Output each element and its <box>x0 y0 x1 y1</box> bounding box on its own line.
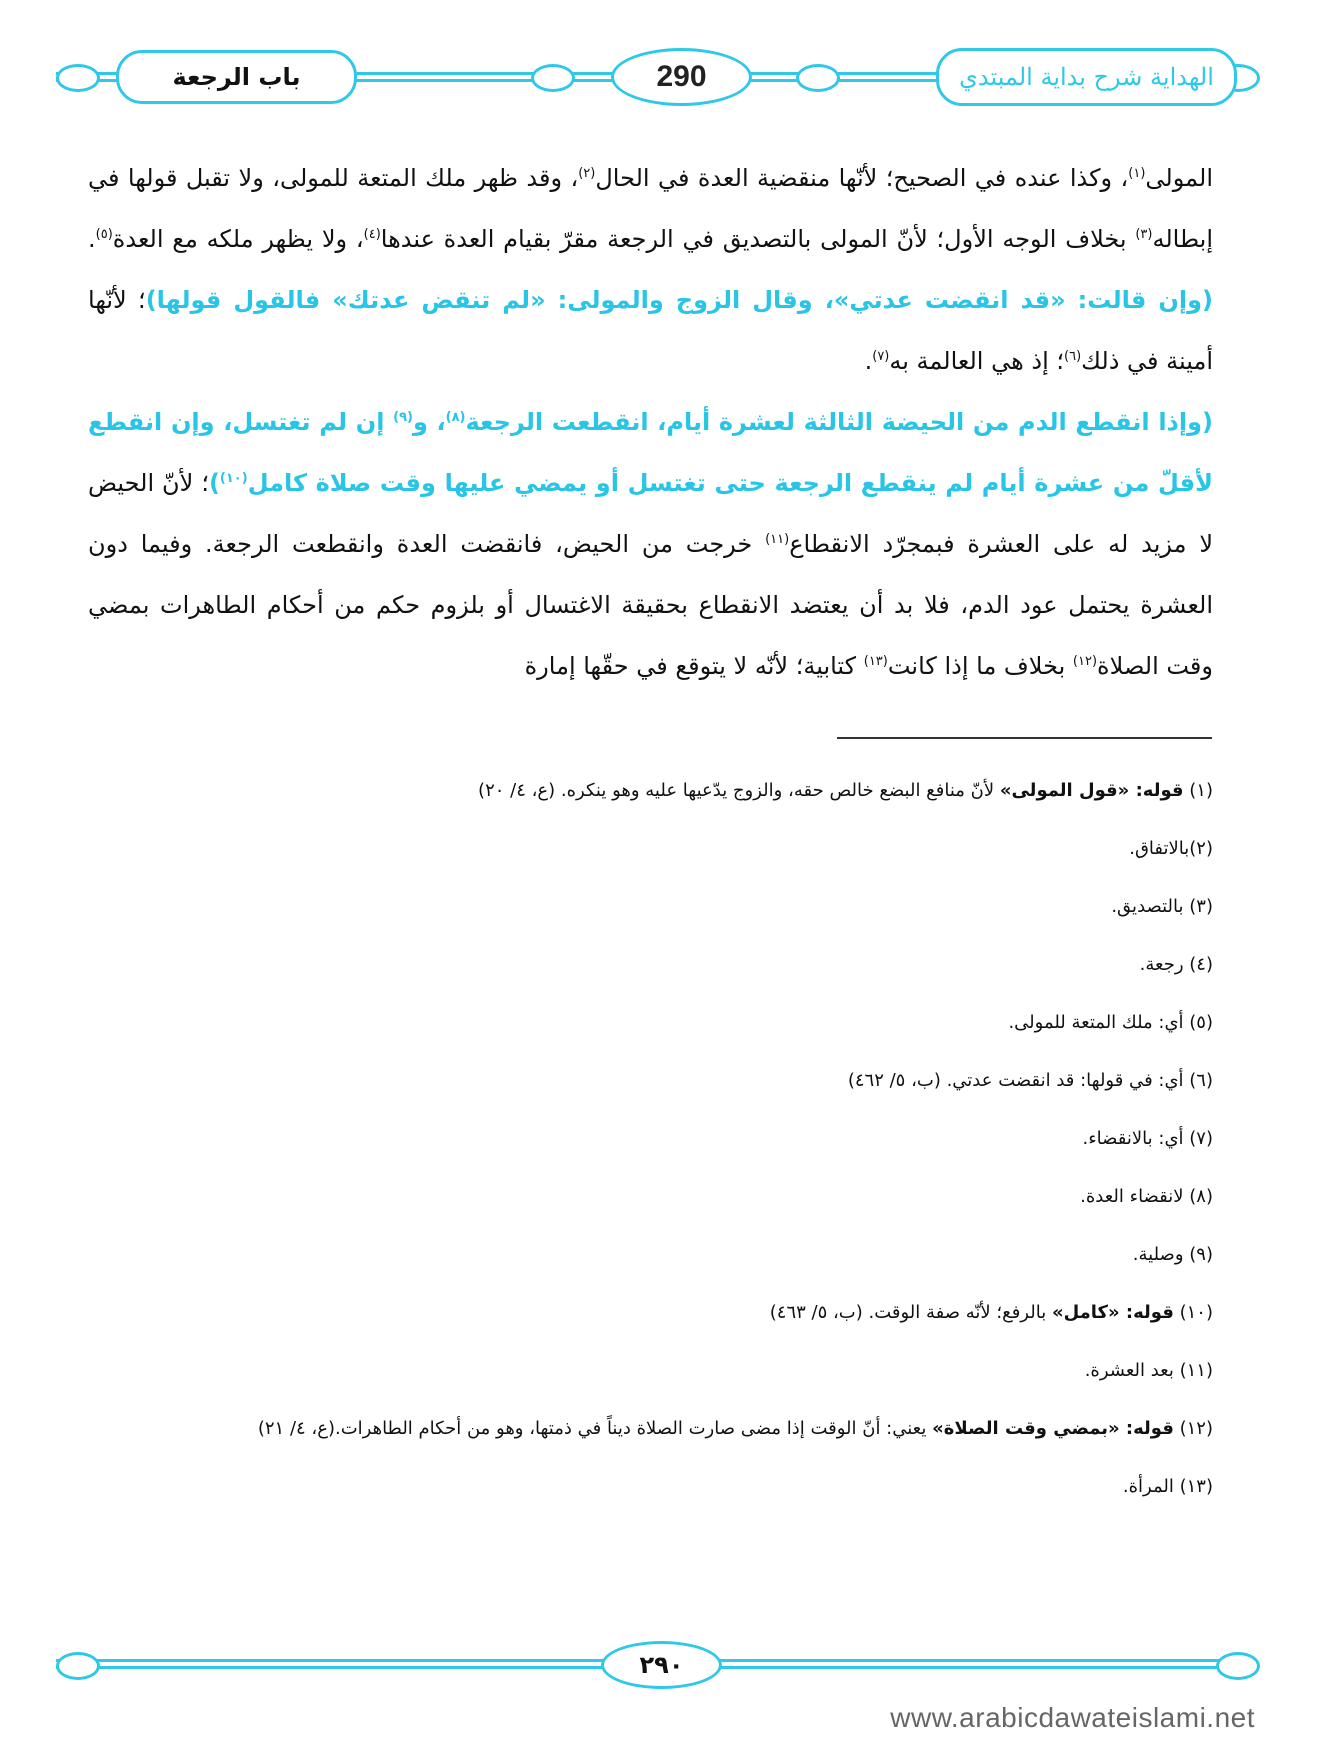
footnote-lemma: قوله: «بمضي وقت الصلاة» <box>932 1418 1174 1439</box>
paragraph <box>88 392 1213 697</box>
footnote-number: (٢) <box>1189 838 1213 859</box>
footnote <box>88 994 1213 1052</box>
footnote-number: (٤) <box>1189 954 1213 975</box>
footnote-number: (٦) <box>1189 1070 1213 1091</box>
footnote-ref[interactable]: (٤) <box>363 227 381 242</box>
ornament-icon <box>1216 1652 1260 1680</box>
website-url[interactable]: www.arabicdawateislami.net <box>890 1702 1255 1733</box>
footnote <box>88 1226 1213 1284</box>
matn-text: (وإذا انقطع الدم من الحيضة الثالثة لعشرة أيام، انقطعت الرجعة <box>465 408 1213 436</box>
footnote-ref[interactable]: (٩) <box>393 410 413 425</box>
footnote-text: أي: ملك المتعة للمولى. <box>1008 1012 1190 1033</box>
footnote-ref[interactable]: (٢) <box>578 166 596 181</box>
footnote-text: أي: في قولها: قد انقضت عدتي. (ب، ٥/ ٤٦٢) <box>847 1070 1190 1091</box>
footnote-number: (٣) <box>1189 896 1213 917</box>
matn-text: ) <box>208 469 220 497</box>
book-title: الهداية شرح بداية المبتدي <box>936 48 1237 106</box>
footnote-ref[interactable]: (١٠) <box>219 471 248 486</box>
matn-text: ، و <box>412 408 446 436</box>
page-number: 290 <box>611 48 752 106</box>
ornament-icon <box>56 1652 100 1680</box>
footnote-ref[interactable]: (٥) <box>95 227 113 242</box>
ornament-icon <box>56 64 100 92</box>
footnote-separator <box>837 737 1212 739</box>
footnote <box>88 820 1213 878</box>
footnote <box>88 1052 1213 1110</box>
footnote <box>88 1458 1213 1516</box>
footnote-ref[interactable]: (١١) <box>765 532 790 547</box>
ornament-icon <box>796 64 840 92</box>
main-text <box>88 148 1213 697</box>
text-run: ؛ لأنّها أمينة في ذلك <box>88 286 1213 375</box>
matn-text: (وإن قالت: «قد انقضت عدتي»، وقال الزوج والمولى: «لم تنقض عدتك» فالقول قولها) <box>145 286 1214 314</box>
text-run: كتابية؛ لأنّه لا يتوقع في حقّها إمارة <box>524 652 864 680</box>
footnote-number: (٩) <box>1189 1244 1213 1265</box>
text-run: خرجت من الحيض، فانقضت العدة وانقطعت الرجعة. وفيما دون العشرة يحتمل عود الدم، فلا بد أن يعتضد الانقطاع بحقيقة الاغتسال أو بلزوم حكم من أحكام الطاهرات بمضي وقت الصلاة <box>88 530 1213 680</box>
footnote-ref[interactable]: (٣) <box>1135 227 1153 242</box>
page-footer <box>56 1640 1256 1690</box>
footer-page-number: ٢٩٠ <box>601 1641 722 1689</box>
footnote-text: أي: بالانقضاء. <box>1082 1128 1190 1149</box>
footnote-text: يعني: أنّ الوقت إذا مضى صارت الصلاة ديناً في ذمتها، وهو من أحكام الطاهرات.(ع، ٤/ ٢١) <box>257 1418 933 1439</box>
text-run: . <box>864 347 873 375</box>
footnote <box>88 936 1213 994</box>
footnote <box>88 1168 1213 1226</box>
ornament-icon <box>531 64 575 92</box>
text-run: . <box>88 225 96 253</box>
chapter-title: باب الرجعة <box>116 50 357 104</box>
footnote-text: بالتصديق. <box>1111 896 1190 917</box>
footnote-number: (١١) <box>1179 1360 1213 1381</box>
footnote <box>88 1342 1213 1400</box>
paragraph <box>88 148 1213 392</box>
footnote <box>88 762 1213 820</box>
footnote <box>88 878 1213 936</box>
footnote-text: لأنّ منافع البضع خالص حقه، والزوج يدّعيها عليه وهو ينكره. (ع، ٤/ ٢٠) <box>478 780 1000 801</box>
footnote <box>88 1400 1213 1458</box>
footnote-number: (١٠) <box>1179 1302 1213 1323</box>
footnote-text: بالرفع؛ لأنّه صفة الوقت. (ب، ٥/ ٤٦٣) <box>769 1302 1052 1323</box>
footnote-ref[interactable]: (١٣) <box>863 654 888 669</box>
text-run: ، وكذا عنده في الصحيح؛ لأنّها منقضية العدة في الحال <box>595 164 1129 192</box>
footnote-ref[interactable]: (٧) <box>872 349 890 364</box>
footnote-number: (١٢) <box>1179 1418 1213 1439</box>
footnote-lemma: قوله: «قول المولى» <box>999 780 1184 801</box>
text-run: ؛ إذ هي العالمة به <box>889 347 1065 375</box>
footnote <box>88 1110 1213 1168</box>
text-run: ، وقد ظهر ملك المتعة للمولى، ولا تقبل قولها في إبطاله <box>88 164 1214 253</box>
footnote-text: المرأة. <box>1122 1476 1180 1497</box>
footnote-number: (١) <box>1189 780 1213 801</box>
footnote-ref[interactable]: (١٢) <box>1072 654 1098 669</box>
text-run: المولى <box>1145 164 1213 192</box>
footnote-number: (٧) <box>1189 1128 1213 1149</box>
footnote-text: لانقضاء العدة. <box>1080 1186 1190 1207</box>
footnote-number: (٥) <box>1189 1012 1213 1033</box>
text-run: ، ولا يظهر ملكه مع العدة <box>112 225 364 253</box>
text-run: بخلاف الوجه الأول؛ لأنّ المولى بالتصديق في الرجعة مقرّ بقيام العدة عندها <box>380 225 1136 253</box>
footnote-ref[interactable]: (٦) <box>1064 349 1082 364</box>
footnotes-list <box>88 762 1213 1516</box>
footnote-text: بالاتفاق. <box>1129 838 1190 859</box>
footnote-text: بعد العشرة. <box>1084 1360 1180 1381</box>
footnote-ref[interactable]: (٨) <box>445 410 466 425</box>
footnote <box>88 1284 1213 1342</box>
footnote-number: (١٣) <box>1179 1476 1213 1497</box>
text-run: بخلاف ما إذا كانت <box>887 652 1073 680</box>
text-run: ؛ لأنّ الحيض لا مزيد له على العشرة فبمجرّد الانقطاع <box>88 469 1214 558</box>
footnote-ref[interactable]: (١) <box>1128 166 1146 181</box>
footnote-lemma: قوله: «كامل» <box>1051 1302 1174 1323</box>
matn-text: إن لم تغتسل، وإن انقطع لأقلّ من عشرة أيام لم ينقطع الرجعة حتى تغتسل أو يمضي عليها وقت صلاة كامل <box>88 408 1213 497</box>
footnote-text: رجعة. <box>1139 954 1190 975</box>
footnote-text: وصلية. <box>1132 1244 1190 1265</box>
page-header <box>56 46 1256 108</box>
footnote-number: (٨) <box>1189 1186 1213 1207</box>
